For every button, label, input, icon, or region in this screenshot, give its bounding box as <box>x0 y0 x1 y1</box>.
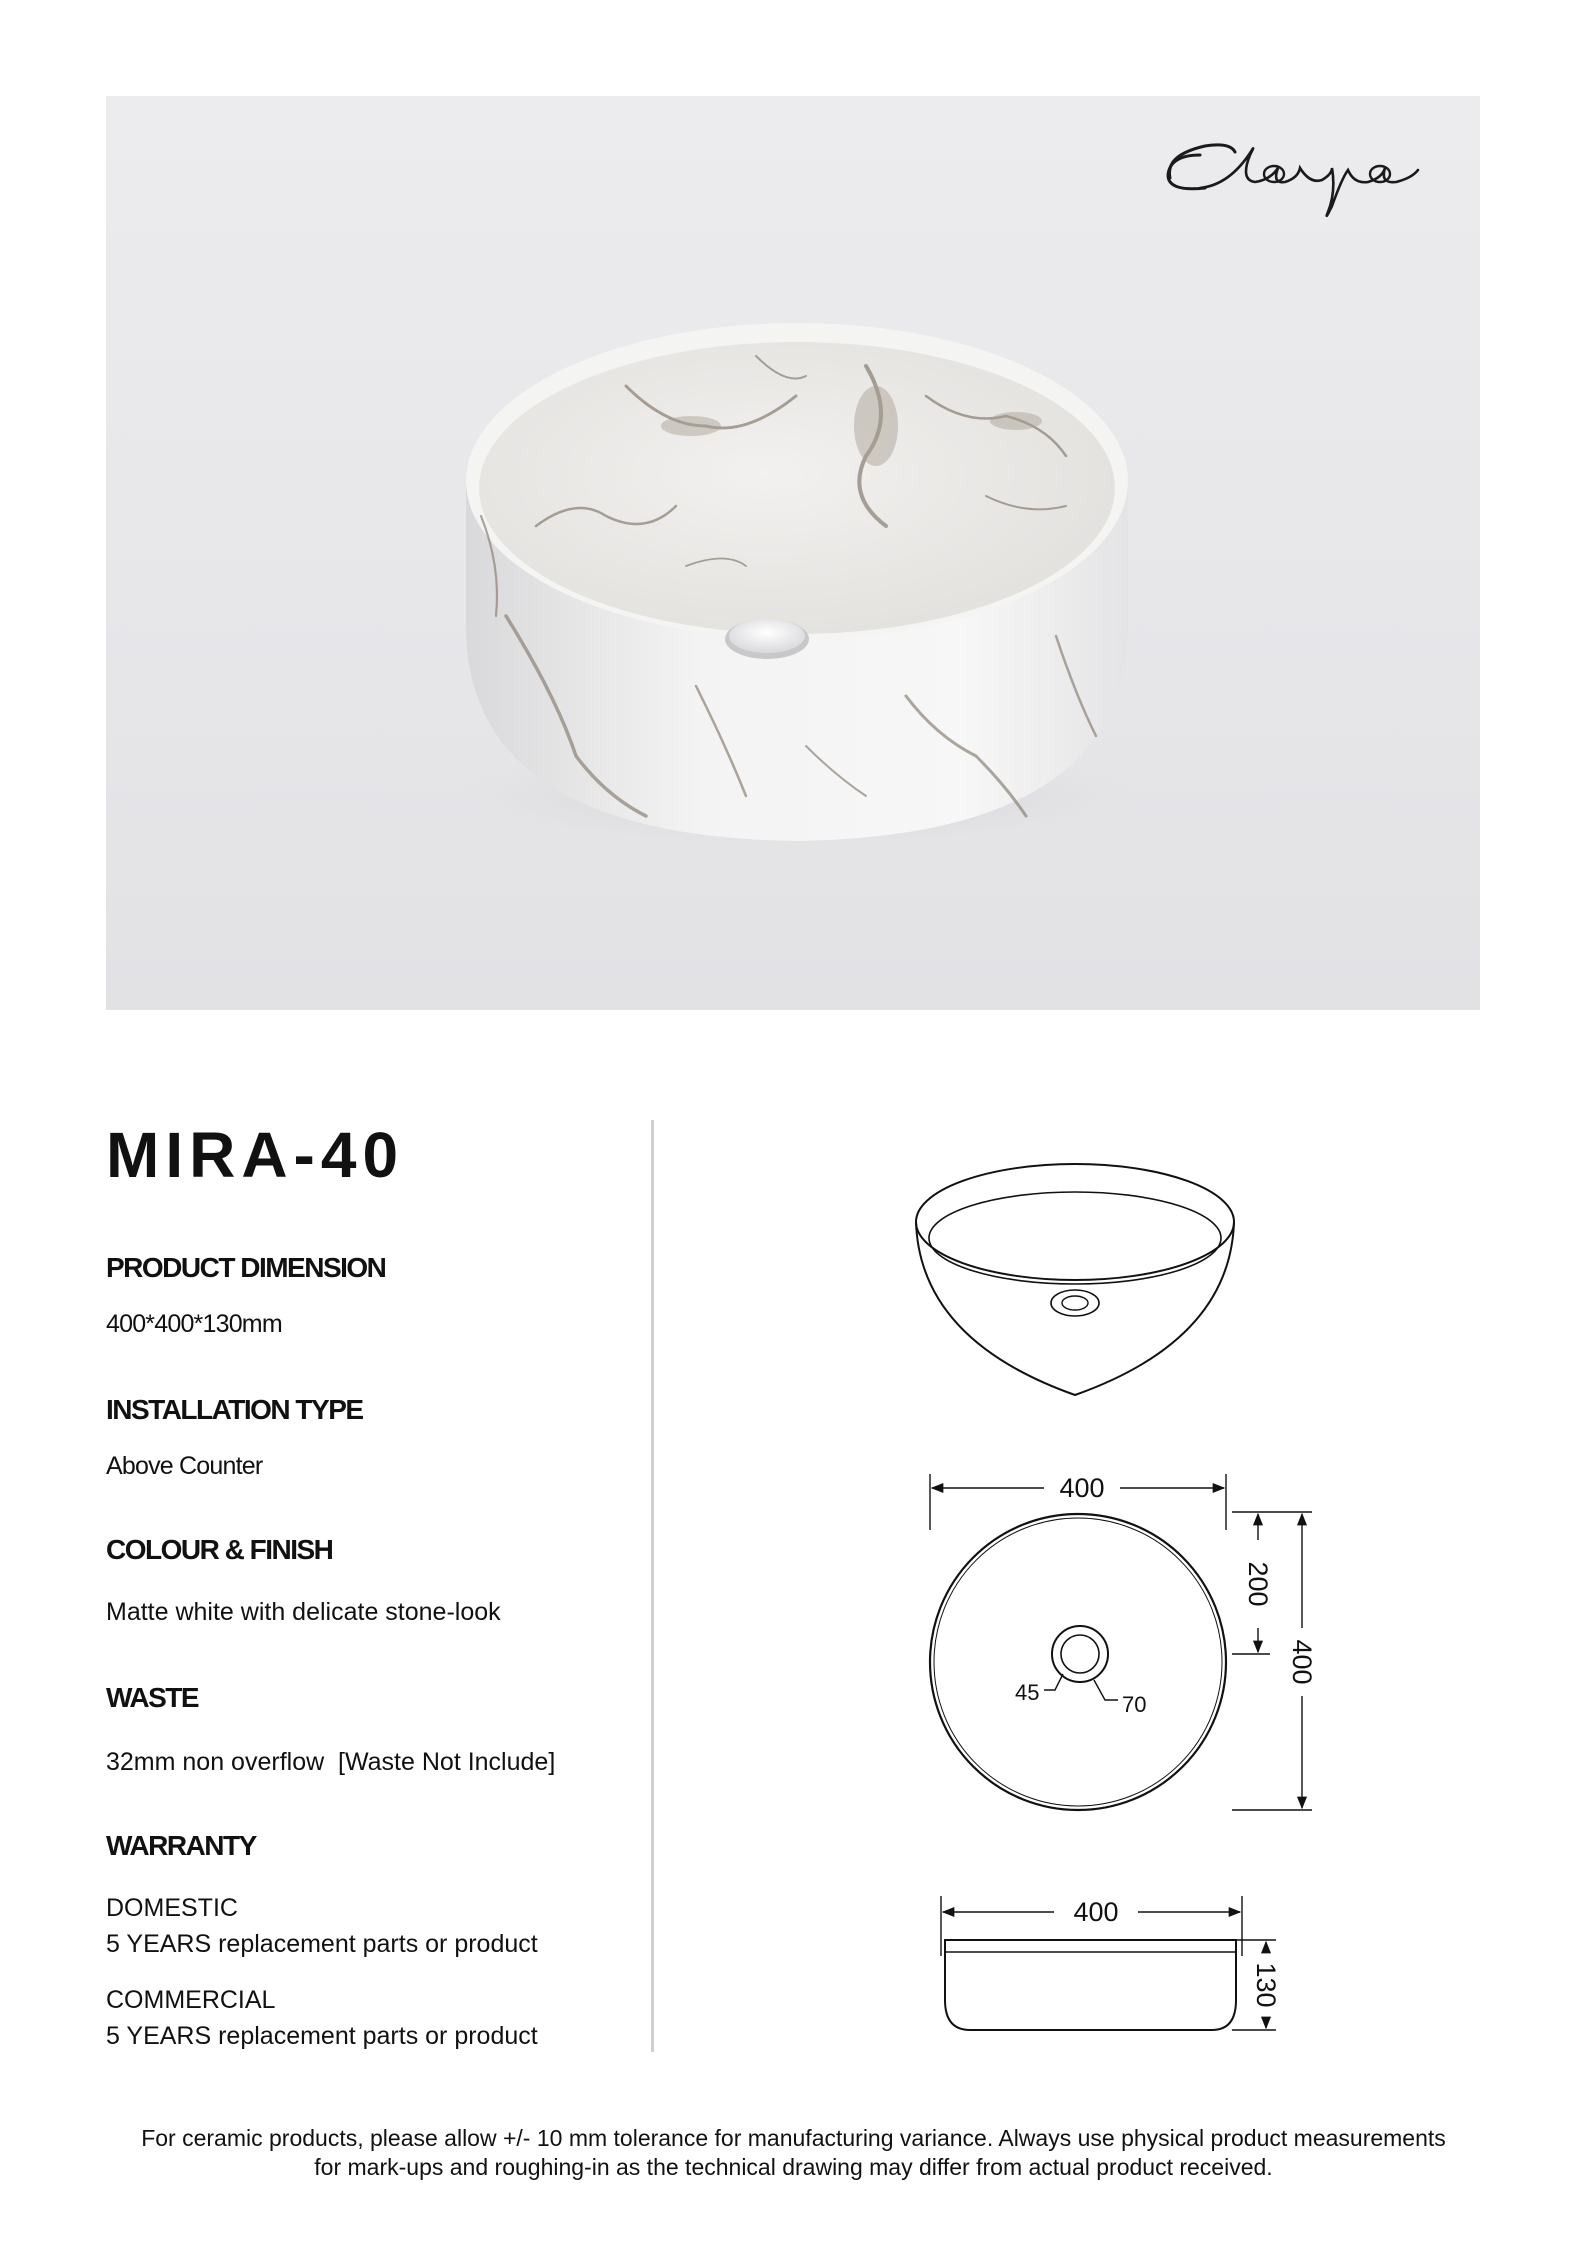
spec-heading: WARRANTY <box>106 1830 256 1861</box>
dim-waste-outer: 70 <box>1122 1692 1147 1717</box>
dim-side-width: 400 <box>1073 1897 1119 1927</box>
spec-heading: COLOUR & FINISH <box>106 1534 333 1565</box>
dim-top-width: 400 <box>1059 1473 1105 1503</box>
spec-value: 32mm non overflow [Waste Not Include] <box>106 1748 556 1776</box>
top-view <box>930 1473 1317 1810</box>
disclaimer-line: For ceramic products, please allow +/- 10 mm tolerance for manufacturing variance. Always use physical product measurements <box>141 2125 1446 2151</box>
dim-top-depth: 400 <box>1287 1639 1317 1685</box>
perspective-view <box>916 1164 1234 1395</box>
spec-value: Matte white with delicate stone-look <box>106 1598 501 1626</box>
warranty-domestic-label: DOMESTIC <box>106 1894 238 1922</box>
side-view <box>941 1896 1281 2030</box>
disclaimer-line: for mark-ups and roughing-in as the technical drawing may differ from actual product received. <box>314 2154 1273 2180</box>
spec-heading: PRODUCT DIMENSION <box>106 1252 386 1283</box>
dim-top-half: 200 <box>1243 1561 1273 1607</box>
tolerance-disclaimer <box>80 2124 1507 2182</box>
warranty-commercial-label: COMMERCIAL <box>106 1986 276 2014</box>
dim-waste-inner: 45 <box>1015 1680 1040 1705</box>
spec-heading: WASTE <box>106 1682 199 1713</box>
spec-value: 400*400*130mm <box>106 1310 282 1338</box>
product-title: MIRA-40 <box>106 1119 405 1191</box>
warranty-domestic-value: 5 YEARS replacement parts or product <box>106 1930 538 1958</box>
spec-heading: INSTALLATION TYPE <box>106 1394 363 1425</box>
dim-side-height: 130 <box>1251 1962 1281 2008</box>
warranty-commercial-value: 5 YEARS replacement parts or product <box>106 2022 538 2050</box>
spec-value: Above Counter <box>106 1452 263 1480</box>
